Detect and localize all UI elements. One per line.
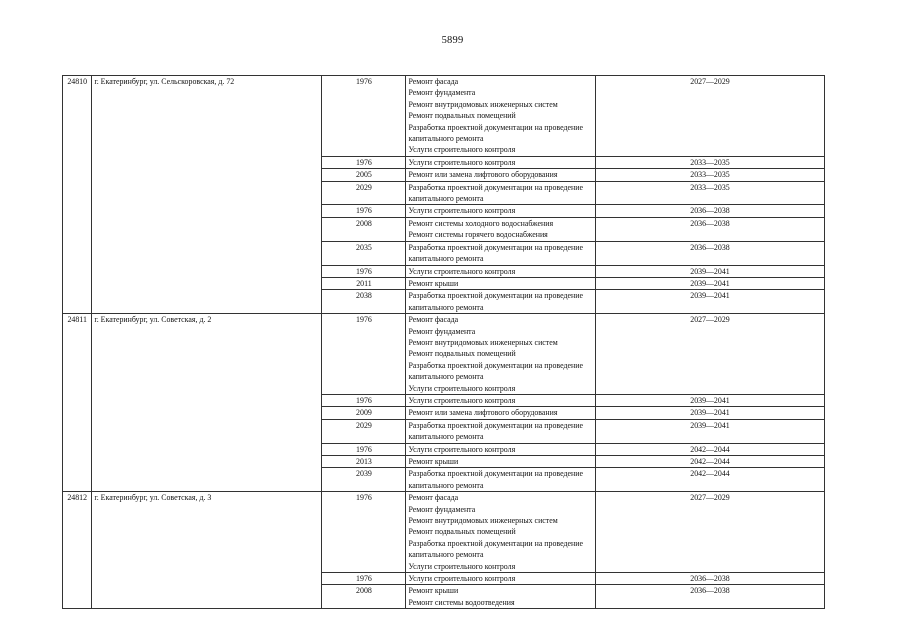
house-address-cell: г. Екатеринбург, ул. Сельскоровская, д. 72 [92,76,322,314]
works-cell: Услуги строительного контроля [406,156,595,168]
period-cell: 2042—2044 [595,443,824,455]
period-cell: 2039—2041 [595,290,824,314]
period-cell: 2033—2035 [595,169,824,181]
works-cell: Ремонт крыши [406,456,595,468]
works-cell: Разработка проектной документации на проведение капитального ремонта [406,290,595,314]
year-cell: 1976 [322,76,406,157]
year-cell: 2008 [322,217,406,241]
period-cell: 2042—2044 [595,468,824,492]
works-cell: Ремонт фасада Ремонт фундамента Ремонт внутридомовых инженерных систем Ремонт подвальных помещений Разработка проектной документации на проведение капитального ремонта Услуги строительного контроля [406,76,595,157]
works-cell: Разработка проектной документации на проведение капитального ремонта [406,419,595,443]
period-cell: 2039—2041 [595,419,824,443]
table-row [63,314,825,395]
works-cell: Разработка проектной документации на проведение капитального ремонта [406,181,595,205]
period-cell: 2039—2041 [595,277,824,289]
year-cell: 2029 [322,419,406,443]
works-cell: Ремонт или замена лифтового оборудования [406,407,595,419]
year-cell: 1976 [322,492,406,573]
year-cell: 1976 [322,205,406,217]
period-cell: 2036—2038 [595,205,824,217]
year-cell: 2029 [322,181,406,205]
year-cell: 2009 [322,407,406,419]
year-cell: 2039 [322,468,406,492]
year-cell: 2008 [322,585,406,609]
house-id-cell: 24811 [63,314,92,492]
year-cell: 2011 [322,277,406,289]
house-address-cell: г. Екатеринбург, ул. Советская, д. 3 [92,492,322,609]
year-cell: 2038 [322,290,406,314]
period-cell: 2036—2038 [595,217,824,241]
period-cell: 2042—2044 [595,456,824,468]
period-cell: 2033—2035 [595,181,824,205]
works-cell: Ремонт крыши [406,277,595,289]
year-cell: 1976 [322,394,406,406]
works-cell: Ремонт системы холодного водоснабжения Ремонт системы горячего водоснабжения [406,217,595,241]
house-id-cell: 24810 [63,76,92,314]
works-cell: Ремонт фасада Ремонт фундамента Ремонт внутридомовых инженерных систем Ремонт подвальных помещений Разработка проектной документации на проведение капитального ремонта Услуги строительного контроля [406,314,595,395]
year-cell: 1976 [322,156,406,168]
works-cell: Услуги строительного контроля [406,573,595,585]
works-cell: Ремонт крыши Ремонт системы водоотведения [406,585,595,609]
period-cell: 2039—2041 [595,407,824,419]
period-cell: 2039—2041 [595,394,824,406]
period-cell: 2036—2038 [595,585,824,609]
works-cell: Ремонт фасада Ремонт фундамента Ремонт внутридомовых инженерных систем Ремонт подвальных помещений Разработка проектной документации на проведение капитального ремонта Услуги строительного контроля [406,492,595,573]
works-cell: Услуги строительного контроля [406,265,595,277]
works-cell: Услуги строительного контроля [406,443,595,455]
house-id-cell: 24812 [63,492,92,609]
period-cell: 2027—2029 [595,76,824,157]
works-cell: Ремонт или замена лифтового оборудования [406,169,595,181]
year-cell: 2005 [322,169,406,181]
page-number: 5899 [441,35,464,46]
works-cell: Услуги строительного контроля [406,394,595,406]
year-cell: 1976 [322,314,406,395]
period-cell: 2033—2035 [595,156,824,168]
table-row [63,492,825,573]
period-cell: 2036—2038 [595,241,824,265]
repair-schedule-table [62,75,825,609]
year-cell: 1976 [322,573,406,585]
period-cell: 2039—2041 [595,265,824,277]
year-cell: 2035 [322,241,406,265]
period-cell: 2036—2038 [595,573,824,585]
works-cell: Услуги строительного контроля [406,205,595,217]
table-row [63,76,825,157]
works-cell: Разработка проектной документации на проведение капитального ремонта [406,468,595,492]
works-cell: Разработка проектной документации на проведение капитального ремонта [406,241,595,265]
table-body [63,76,825,609]
house-address-cell: г. Екатеринбург, ул. Советская, д. 2 [92,314,322,492]
year-cell: 2013 [322,456,406,468]
period-cell: 2027—2029 [595,314,824,395]
period-cell: 2027—2029 [595,492,824,573]
year-cell: 1976 [322,443,406,455]
year-cell: 1976 [322,265,406,277]
